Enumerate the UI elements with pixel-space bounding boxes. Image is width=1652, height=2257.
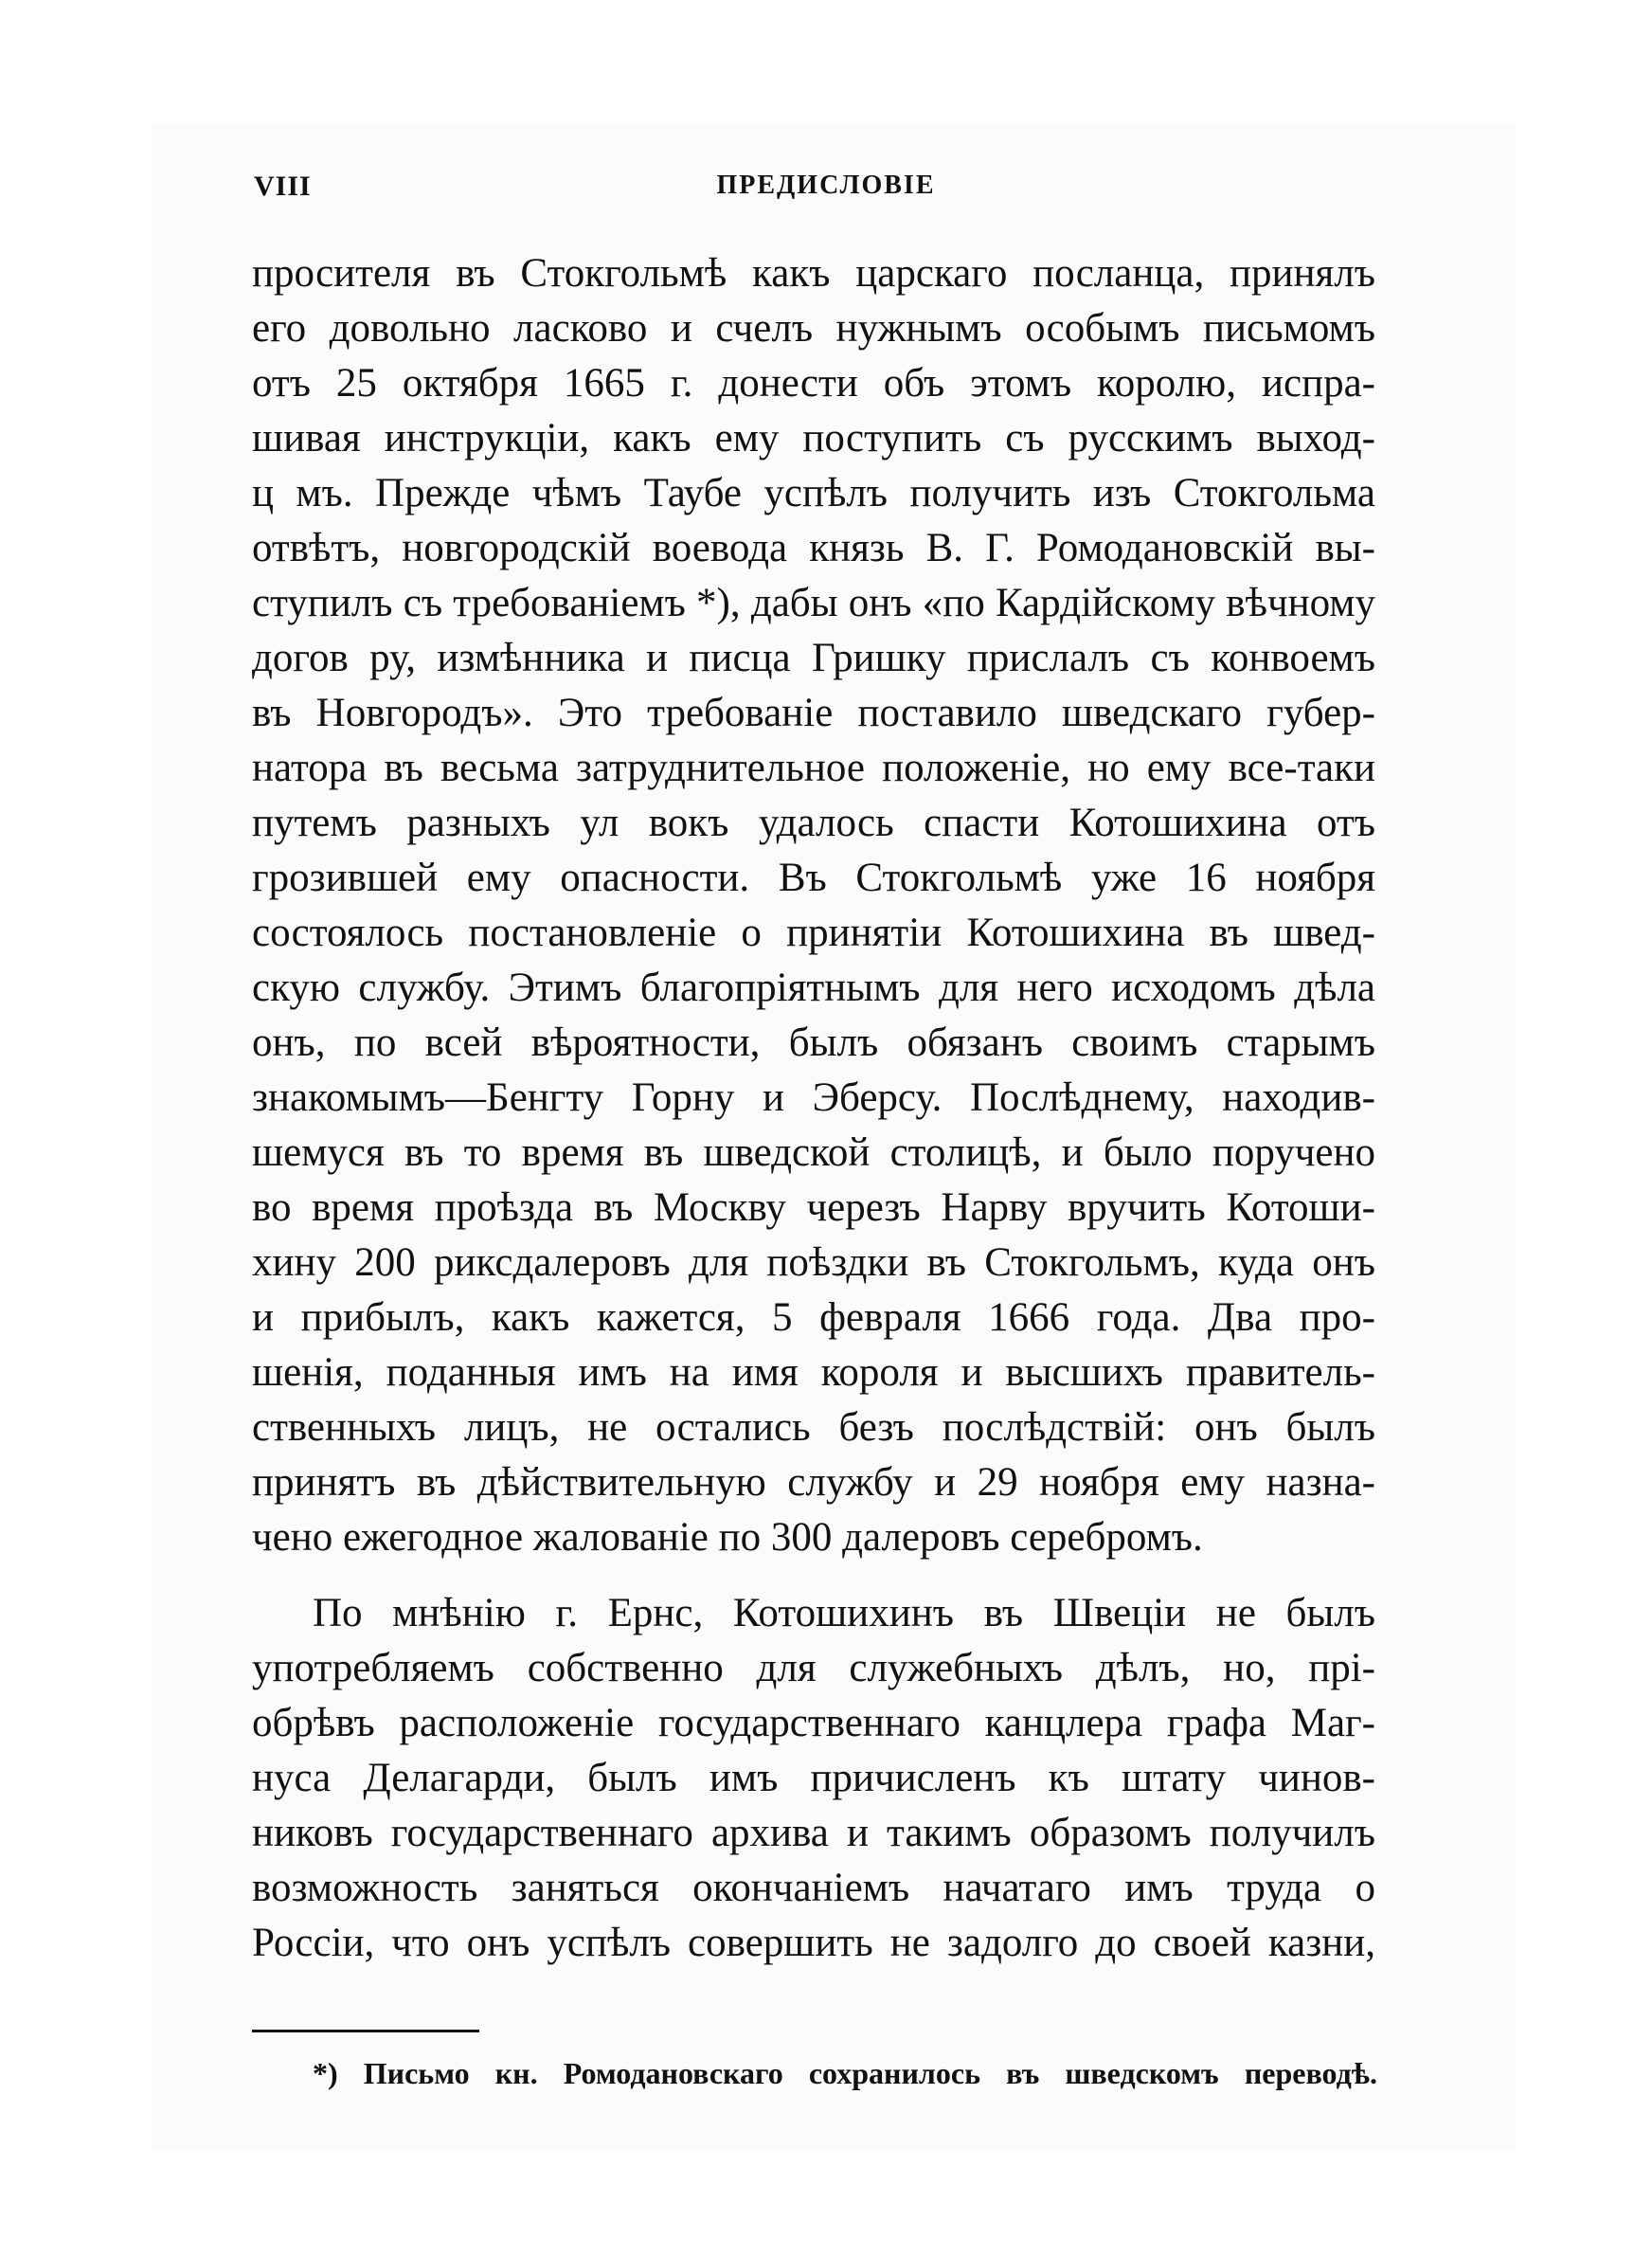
text-line: и прибылъ, какъ кажется, 5 февраля 1666 года. Два про- [252,1295,1375,1340]
text-line: Россіи, что онъ успѣлъ совершить не задолго до своей казни, [252,1921,1375,1965]
text-line: хину 200 риксдалеровъ для поѣздки въ Стокгольмъ, куда онъ [252,1240,1375,1285]
text-line: путемъ разныхъ ул вокъ удалось спасти Котошихина отъ [252,801,1375,845]
text-line: принятъ въ дѣйствительную службу и 29 ноября ему назна- [252,1460,1375,1505]
text-line: шенія, поданныя имъ на имя короля и высшихъ правитель- [252,1350,1375,1395]
text-line: во время проѣзда въ Москву черезъ Нарву вручить Котоши- [252,1185,1375,1230]
text-line: въ Новгородъ». Это требованіе поставило шведскаго губер- [252,691,1375,735]
text-line: употребляемъ собственно для служебныхъ дѣлъ, но, прі- [252,1646,1375,1690]
text-line: догов ру, измѣнника и писца Гришку прислалъ съ конвоемъ [252,636,1375,680]
text-line: ступилъ съ требованіемъ *), дабы онъ «по Кардійскому вѣчному [252,581,1375,625]
text-line: скую службу. Этимъ благопріятнымъ для него исходомъ дѣла [252,966,1375,1010]
text-line: грозившей ему опасности. Въ Стокгольмѣ уже 16 ноября [252,856,1375,900]
footnote: *) Письмо кн. Ромодановскаго сохранилось въ шведскомъ переводѣ. [313,2056,1377,2090]
body-text [252,246,1375,1971]
paragraph-1 [252,246,1375,1565]
text-line: отвѣтъ, новгородскій воевода князь В. Г. Ромодановскій вы- [252,526,1375,570]
text-line: отъ 25 октября 1665 г. донести объ этомъ королю, испра- [252,361,1375,406]
running-head: ПРЕДИСЛОВІЕ [716,171,936,200]
page-header [0,171,1652,208]
page-number: VIII [254,171,312,202]
text-line: его довольно ласково и счелъ нужнымъ особымъ письмомъ [252,306,1375,351]
text-line: шемуся въ то время въ шведской столицѣ, и было поручено [252,1130,1375,1175]
text-line: никовъ государственнаго архива и такимъ образомъ получилъ [252,1811,1375,1855]
text-line: ц мъ. Прежде чѣмъ Таубе успѣлъ получить изъ Стокгольма [252,471,1375,515]
text-line: онъ, по всей вѣроятности, былъ обязанъ своимъ старымъ [252,1020,1375,1065]
paragraph-gap [252,1565,1375,1586]
paragraph-2 [252,1586,1375,1971]
text-line: обрѣвъ расположеніе государственнаго канцлера графа Маг- [252,1701,1375,1745]
text-line: нуса Делагарди, былъ имъ причисленъ къ штату чинов- [252,1756,1375,1800]
text-line: ственныхъ лицъ, не остались безъ послѣдствій: онъ былъ [252,1405,1375,1450]
text-line: состоялось постановленіе о принятіи Котошихина въ швед- [252,911,1375,955]
text-line: шивая инструкціи, какъ ему поступить съ русскимъ выход- [252,416,1375,460]
footnote-rule [252,2030,479,2032]
text-line: знакомымъ—Бенгту Горну и Эберсу. Послѣднему, находив- [252,1075,1375,1120]
text-line: натора въ весьма затруднительное положеніе, но ему все-таки [252,746,1375,790]
text-line: чено ежегодное жалованіе по 300 далеровъ серебромъ. [252,1515,1203,1560]
text-line: По мнѣнію г. Ернс, Котошихинъ въ Швеціи не былъ [313,1591,1375,1635]
text-line: просителя въ Стокгольмѣ какъ царскаго посланца, принялъ [252,251,1375,296]
text-line: возможность заняться окончаніемъ начатаго имъ труда о [252,1866,1375,1910]
